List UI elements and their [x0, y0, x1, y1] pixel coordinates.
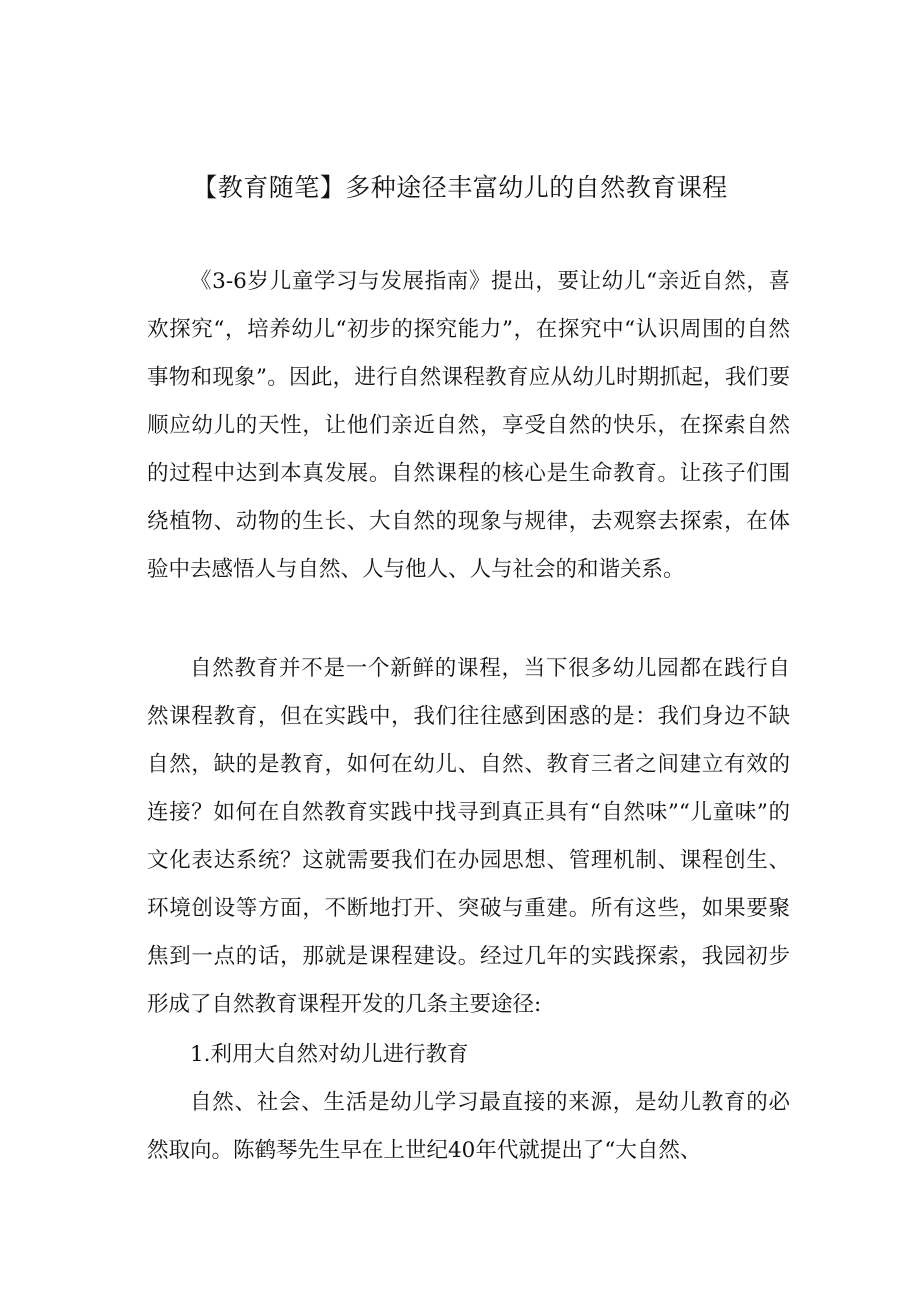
paragraph: 《3-6岁儿童学习与发展指南》提出，要让幼儿“亲近自然，喜欢探究“，培养幼儿“初步的探究能力”，在探究中“认识周围的自然事物和现象”。因此，进行自然课程教育应从幼儿时期抓起，我们要顺应幼儿的天性，让他们亲近自然，享受自然的快乐，在探索自然的过程中达到本真发展。自然课程的核心是生命教育。让孩子们围绕植物、动物的生长、大自然的现象与规律，去观察去探索，在体验中去感悟人与自然、人与他人、人与社会的和谐关系。 — [147, 269, 790, 582]
paragraph: 自然教育并不是一个新鲜的课程，当下很多幼儿园都在践行自然课程教育，但在实践中，我们往往感到困惑的是：我们身边不缺自然，缺的是教育，如何在幼儿、自然、教育三者之间建立有效的连接？如何在自然教育实践中找寻到真正具有“自然味”“儿童味”的文化表达系统？这就需要我们在办园思想、管理机制、课程创生、环境创设等方面，不断地打开、突破与重建。所有这些，如果要聚焦到一点的话，那就是课程建设。经过几年的实践探索，我园初步形成了自然教育课程开发的几条主要途径: — [147, 656, 790, 1017]
section-heading: 1.利用大自然对幼儿进行教育 — [190, 1042, 469, 1067]
paragraph-1-block — [147, 258, 790, 594]
paragraph-3-block — [147, 1079, 790, 1175]
section-heading-block — [147, 1031, 790, 1079]
paragraph: 自然、社会、生活是幼儿学习最直接的来源，是幼儿教育的必然取向。陈鹤琴先生早在上世纪40年代就提出了“大自然、 — [147, 1090, 790, 1163]
document-title: 【教育随笔】多种途径丰富幼儿的自然教育课程 — [192, 173, 728, 202]
paragraph-2-block — [147, 645, 790, 1029]
